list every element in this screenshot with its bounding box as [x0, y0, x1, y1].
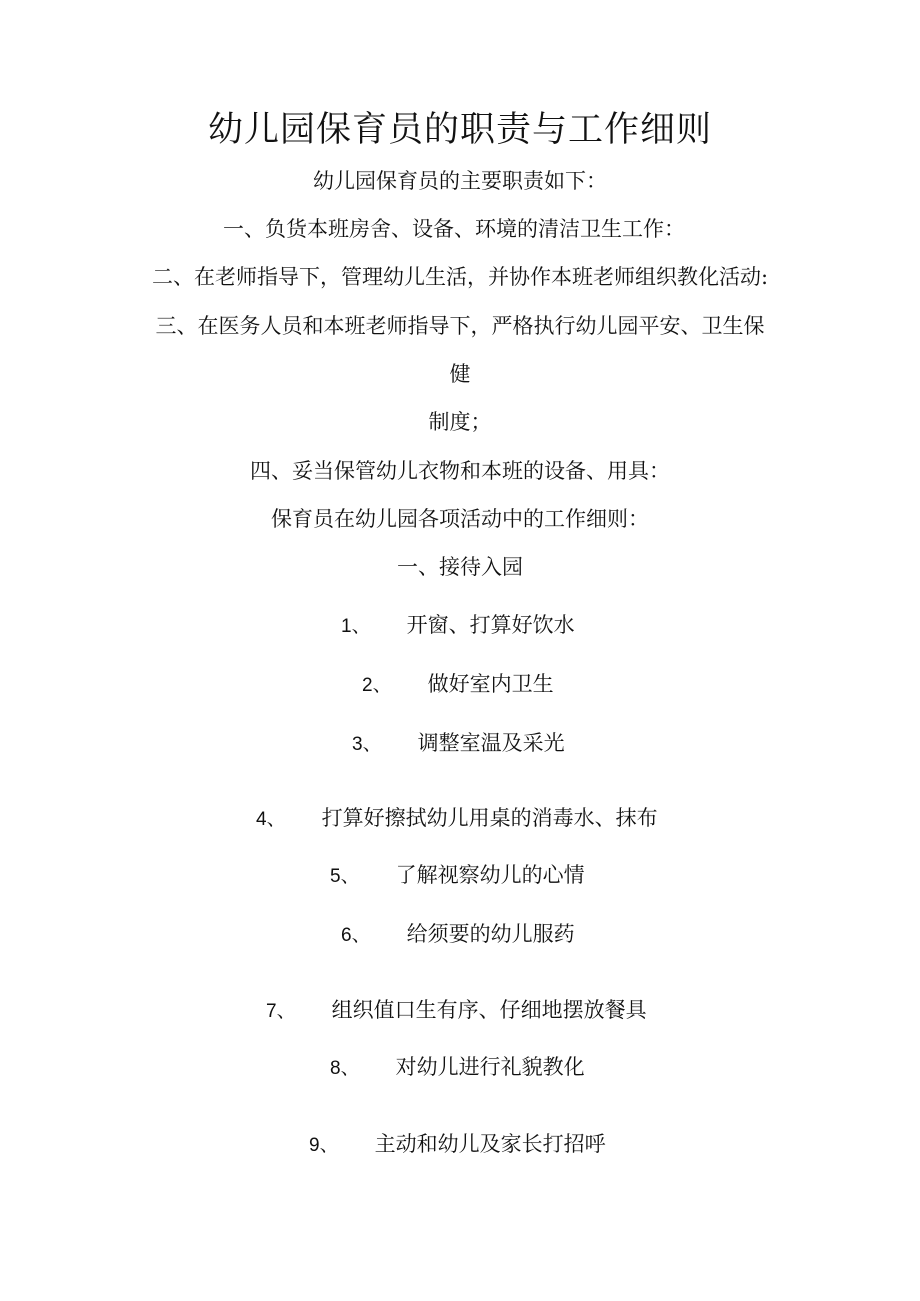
list-item-text: 打算好擦拭幼儿用桌的消毒水、抹布	[321, 806, 658, 830]
list-item	[256, 808, 658, 829]
document-title: 幼儿园保育员的职责与工作细则	[207, 110, 712, 150]
list-item	[266, 1000, 647, 1021]
list-item	[330, 1057, 585, 1078]
list-item	[309, 1134, 606, 1155]
list-item	[341, 924, 575, 945]
list-item-text: 做好室内卫生	[427, 672, 554, 696]
list-item-text: 组织值口生有序、仔细地摆放餐具	[331, 998, 647, 1022]
list-item-text: 主动和幼儿及家长打招呼	[374, 1132, 606, 1156]
duty-line-1: 一、负货本班房舍、设备、环境的清洁卫生工作：	[223, 217, 685, 241]
list-item-number: 8、	[330, 1058, 360, 1079]
list-item-number: 1、	[341, 616, 371, 637]
duty-line-4: 四、妥当保管幼儿衣物和本班的设备、用具：	[250, 459, 670, 483]
duty-line-3-end: 制度；	[428, 410, 492, 434]
list-item-number: 4、	[256, 809, 286, 830]
list-item	[352, 733, 565, 754]
list-item-number: 6、	[341, 925, 371, 946]
list-item-number: 7、	[266, 1001, 296, 1022]
list-item	[362, 674, 554, 695]
list-item	[330, 865, 585, 886]
list-item-text: 对幼儿进行礼貌教化	[395, 1055, 585, 1079]
list-item-text: 调整室温及采光	[417, 731, 565, 755]
list-item-text: 给须要的幼儿服药	[406, 922, 575, 946]
list-item-number: 2、	[362, 675, 392, 696]
intro-line: 幼儿园保育员的主要职责如下：	[313, 169, 607, 193]
list-item-number: 3、	[352, 734, 382, 755]
duty-line-3-continuation: 健	[449, 362, 471, 386]
list-item	[341, 615, 575, 636]
list-item-number: 5、	[330, 866, 360, 887]
duty-line-3: 三、在医务人员和本班老师指导下，严格执行幼儿园平安、卫生保	[155, 314, 765, 338]
list-item-text: 开窗、打算好饮水	[406, 613, 575, 637]
duty-line-2: 二、在老师指导下，管理幼儿生活，并协作本班老师组织教化活动:	[151, 265, 769, 289]
section-heading: 一、接待入园	[397, 555, 523, 579]
details-heading: 保育员在幼儿园各项活动中的工作细则：	[271, 507, 649, 531]
list-item-number: 9、	[309, 1135, 339, 1156]
list-item-text: 了解视察幼儿的心情	[395, 863, 585, 887]
